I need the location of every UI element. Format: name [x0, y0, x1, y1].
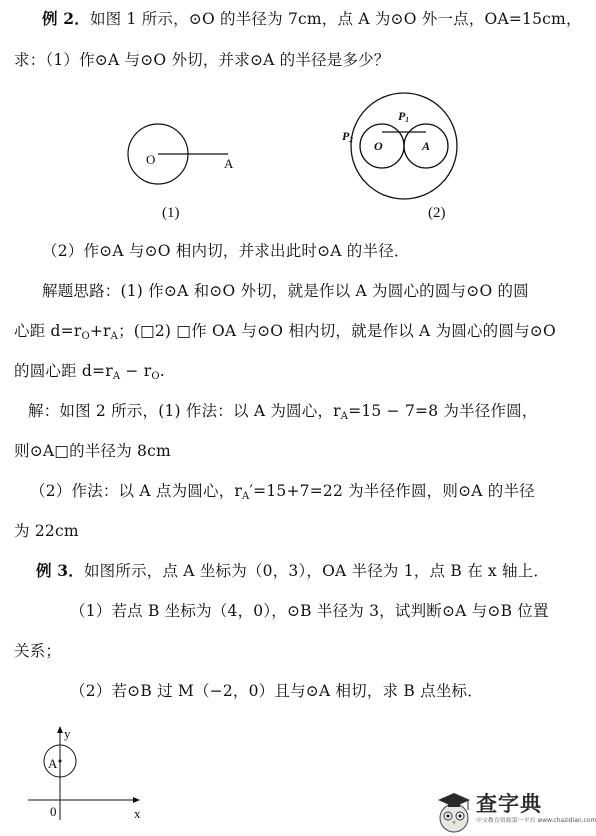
label-x: x [134, 806, 141, 821]
label-p1: P1 [398, 109, 409, 124]
y-arrow [57, 726, 63, 733]
ex3-line-4: （2）若⊙B 过 M（−2，0）且与⊙A 相切，求 B 点坐标． [70, 682, 483, 700]
label-origin: 0 [50, 804, 57, 819]
label-a: A [224, 156, 234, 171]
label-o: O [146, 152, 156, 167]
idea-line-1: 解题思路：(1) 作⊙A 和⊙O 外切，就是作以 A 为圆心的圆与⊙O 的圆 [42, 282, 529, 300]
figure-2-caption: (2) [428, 205, 446, 221]
label-p2: P2 [342, 129, 353, 144]
ex2-line-1 [42, 9, 582, 29]
ex2-label: 例 2． [42, 9, 90, 28]
idea-line-3: 的圆心距 $d=r_A - r_O$. [14, 362, 165, 382]
x-arrow [133, 797, 140, 803]
ex3-line-1: 例 3．如图所示，点 A 坐标为（0，3），OA 半径为 1，点 B 在 x 轴上． [36, 561, 550, 580]
label-y: y [64, 726, 71, 741]
solution-line-3: （2）作法：以 A 点为圆心，$r_A'=15+7=22$ 为半径作圆，则⊙A 的半径 [30, 482, 535, 502]
label-o: O [374, 139, 383, 153]
label-a: A [422, 139, 431, 153]
label-a: A [48, 756, 58, 771]
figure-1-caption: (1) [162, 205, 180, 221]
figure-2 [336, 84, 466, 204]
ex3-line-3: 关系； [14, 642, 62, 660]
solution-line-1: 解：如图 2 所示，(1) 作法：以 A 为圆心，$r_A=15 - 7=8$ 为半径作圆， [28, 402, 538, 422]
figure-3-coordinate [20, 720, 150, 830]
watermark-title: 查字典 [476, 792, 542, 816]
ex2-line-2: 求：（1）作⊙A 与⊙O 外切，并求⊙A 的半径是多少？ [14, 51, 390, 69]
point-a [59, 760, 62, 763]
chazidian-watermark [434, 784, 596, 836]
ex2-line-3: （2）作⊙A 与⊙O 相内切，并求出此时⊙A 的半径． [42, 242, 410, 260]
solution-line-2: 则⊙A□的半径为 8cm [14, 442, 171, 460]
idea-line-2: 心距 $d=r_O+r_A$；(□2) □作 OA 与⊙O 相内切，就是作以 A 为圆心的圆与⊙O [14, 322, 556, 342]
ex2-text-1: 如图 1 所示，⊙O 的半径为 7cm，点 A 为⊙O 外一点，OA=15cm， [89, 10, 582, 28]
ex3-line-2: （1）若点 B 坐标为（4，0），⊙B 半径为 3，试判断⊙A 与⊙B 位置 [70, 602, 549, 620]
solution-line-4: 为 22cm [14, 522, 79, 540]
ex3-label: 例 3． [36, 561, 84, 580]
figure-1 [118, 118, 248, 198]
watermark-subtitle: 中文教育资源第一平台 www.chazidian.com [476, 816, 596, 824]
graduate-owl-icon [434, 788, 474, 834]
